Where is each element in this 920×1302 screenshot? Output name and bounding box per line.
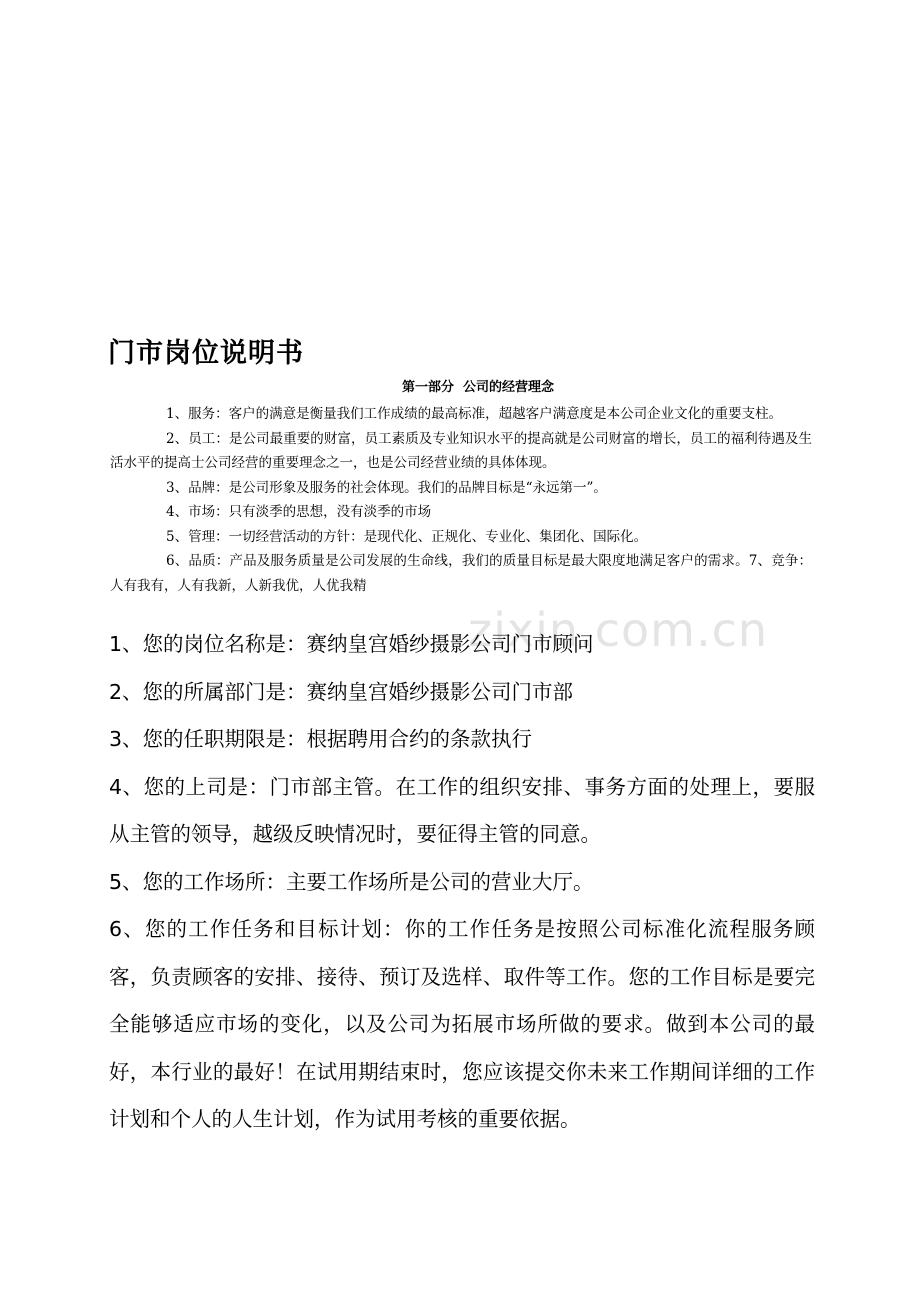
item-supervisor: 4、您的上司是：门市部主管。在工作的组织安排、事务方面的处理上，要服从主管的领导，越级反映情况时，要征得主管的同意。 xyxy=(109,774,815,846)
philosophy-item-market: 4、市场：只有淡季的思想，没有淡季的市场 xyxy=(166,504,432,520)
philosophy-item-brand: 3、品牌：是公司形象及服务的社会体现。我们的品牌目标是“永远第一”。 xyxy=(166,479,607,496)
item-term: 3、您的任职期限是：根据聘用合约的条款执行 xyxy=(109,727,533,751)
item-department: 2、您的所属部门是：赛纳皇宫婚纱摄影公司门市部 xyxy=(109,679,574,704)
watermark: zixin.com.cn xyxy=(468,603,769,657)
part-heading: 第一部分 公司的经营理念 xyxy=(401,380,555,395)
business-philosophy-section xyxy=(110,402,812,598)
item-workplace: 5、您的工作场所：主要工作场所是公司的营业大厅。 xyxy=(109,869,594,894)
document-title: 门市岗位说明书 xyxy=(108,338,304,369)
philosophy-item-quality: 6、品质：产品及服务质量是公司发展的生命线，我们的质量目标是最大限度地满足客户的需求。7、竞争：人有我有，人有我新，人新我优，人优我精 xyxy=(110,553,812,594)
philosophy-item-service: 1、服务：客户的满意是衡量我们工作成绩的最高标准，超越客户满意度是本公司企业文化的重要支柱。 xyxy=(166,406,783,422)
philosophy-item-management: 5、管理：一切经营活动的方针：是现代化、正规化、专业化、集团化、国际化。 xyxy=(166,528,648,545)
item-tasks-goals: 6、您的工作任务和目标计划：你的工作任务是按照公司标准化流程服务顾客，负责顾客的安排、接待、预订及选样、取件等工作。您的工作目标是要完全能够适应市场的变化，以及公司为拓展市场所做的要求。做到本公司的最好，本行业的最好！在试用期结束时，您应该提交你未来工作期间详细的工作计划和个人的人生计划，作为试用考核的重要依据。 xyxy=(109,917,815,1131)
item-position-name: 1、您的岗位名称是：赛纳皇宫婚纱摄影公司门市顾问 xyxy=(109,632,594,656)
job-description-list xyxy=(109,621,815,1144)
philosophy-item-staff: 2、员工：是公司最重要的财富，员工素质及专业知识水平的提高就是公司财富的增长，员工的福利待遇及生活水平的提高士公司经营的重要理念之一，也是公司经营业绩的具体体现。 xyxy=(110,430,812,471)
